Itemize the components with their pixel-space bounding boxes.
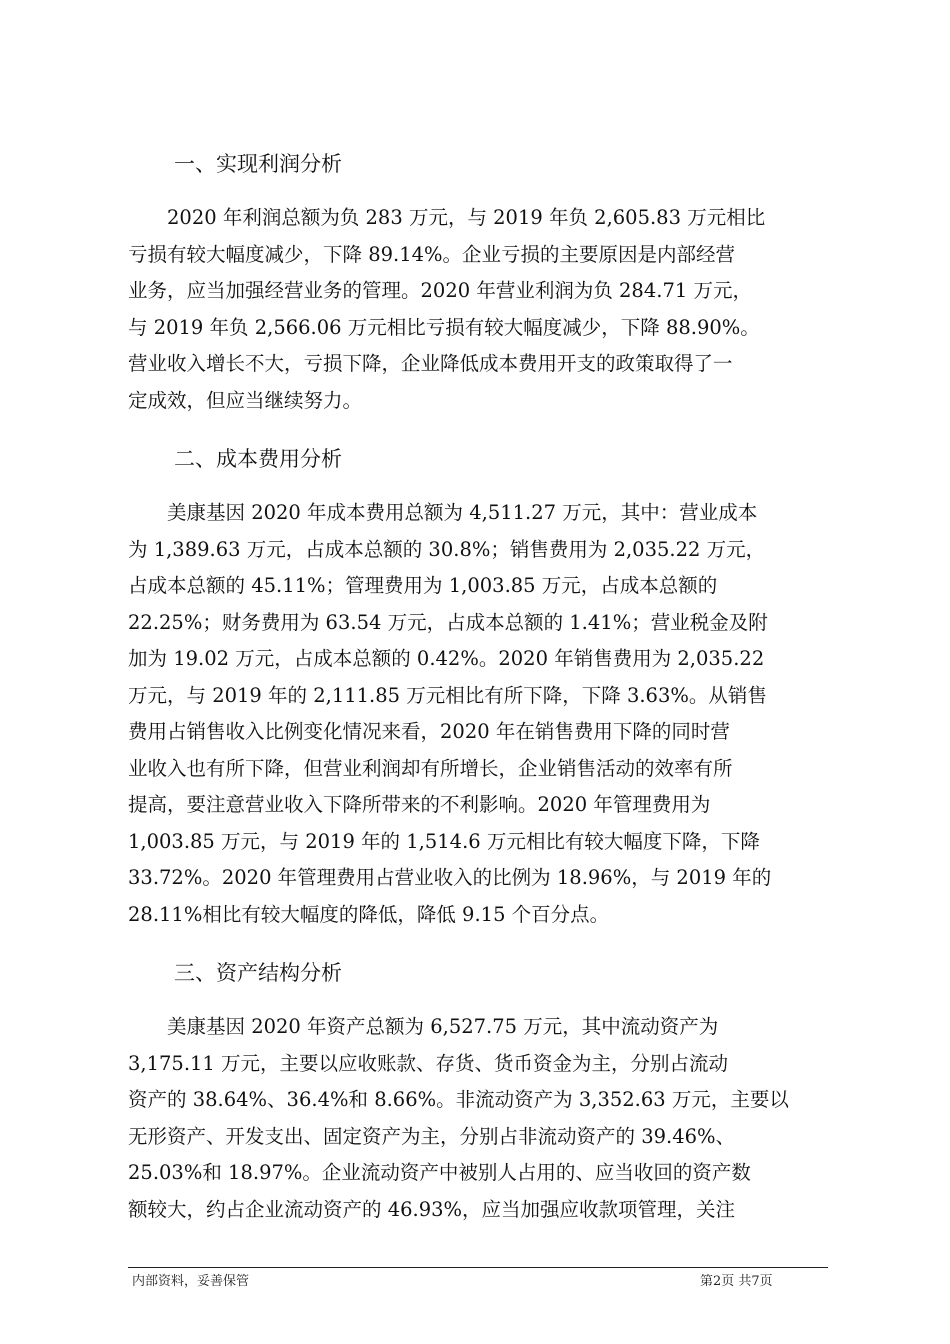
paragraph <box>128 200 828 419</box>
text-line: 2020 年利润总额为负 283 万元，与 2019 年负 2,605.83 万元相比 <box>128 206 766 229</box>
text-line: 美康基因 2020 年成本费用总额为 4,511.27 万元，其中：营业成本 <box>128 501 758 524</box>
paragraph <box>128 1009 828 1228</box>
text-line: 33.72%。2020 年管理费用占营业收入的比例为 18.96%，与 2019 年的 <box>128 866 772 889</box>
text-line: 定成效，但应当继续努力。 <box>128 388 363 412</box>
section-heading: 三、资产结构分析 <box>174 961 342 985</box>
section-assets <box>128 955 828 1228</box>
text-line: 万元，与 2019 年的 2,111.85 万元相比有所下降，下降 3.63%。从销售 <box>128 683 767 707</box>
section-heading: 二、成本费用分析 <box>174 447 342 471</box>
text-line: 额较大，约占企业流动资产的 46.93%，应当加强应收款项管理，关注 <box>128 1197 736 1221</box>
text-line: 22.25%；财务费用为 63.54 万元，占成本总额的 1.41%；营业税金及附 <box>128 610 768 634</box>
text-line: 业务，应当加强经营业务的管理。2020 年营业利润为负 284.71 万元， <box>128 279 752 302</box>
text-line: 无形资产、开发支出、固定资产为主，分别占非流动资产的 39.46%、 <box>128 1124 736 1148</box>
footer-divider <box>128 1267 828 1268</box>
section-cost <box>128 441 828 933</box>
text-line: 25.03%和 18.97%。企业流动资产中被别人占用的、应当收回的资产数 <box>128 1161 751 1184</box>
text-line: 1,003.85 万元，与 2019 年的 1,514.6 万元相比有较大幅度下降，下降 <box>128 829 760 853</box>
text-line: 费用占销售收入比例变化情况来看，2020 年在销售费用下降的同时营 <box>128 720 730 743</box>
footer-confidential-note: 内部资料，妥善保管 <box>132 1274 250 1289</box>
text-line: 加为 19.02 万元，占成本总额的 0.42%。2020 年销售费用为 2,035.22 <box>128 647 765 670</box>
document-body <box>128 146 828 1250</box>
text-line: 为 1,389.63 万元，占成本总额的 30.8%；销售费用为 2,035.22 万元， <box>128 537 766 561</box>
paragraph <box>128 495 828 933</box>
text-line: 业收入也有所下降，但营业利润却有所增长，企业销售活动的效率有所 <box>128 756 733 780</box>
text-line: 占成本总额的 45.11%；管理费用为 1,003.85 万元，占成本总额的 <box>128 574 718 597</box>
section-profit <box>128 146 828 419</box>
text-line: 亏损有较大幅度减少，下降 89.14%。企业亏损的主要原因是内部经营 <box>128 242 736 266</box>
section-heading: 一、实现利润分析 <box>174 152 342 176</box>
text-line: 与 2019 年负 2,566.06 万元相比亏损有较大幅度减少，下降 88.90%。 <box>128 315 760 339</box>
text-line: 28.11%相比有较大幅度的降低，降低 9.15 个百分点。 <box>128 902 610 926</box>
text-line: 营业收入增长不大，亏损下降，企业降低成本费用开支的政策取得了一 <box>128 352 733 375</box>
text-line: 美康基因 2020 年资产总额为 6,527.75 万元，其中流动资产为 <box>128 1015 719 1038</box>
text-line: 提高，要注意营业收入下降所带来的不利影响。2020 年管理费用为 <box>128 793 711 816</box>
text-line: 3,175.11 万元，主要以应收账款、存货、货币资金为主，分别占流动 <box>128 1051 729 1075</box>
text-line: 资产的 38.64%、36.4%和 8.66%。非流动资产为 3,352.63 万元，主要以 <box>128 1088 789 1111</box>
footer-page-number: 第2页 共7页 <box>700 1274 773 1289</box>
